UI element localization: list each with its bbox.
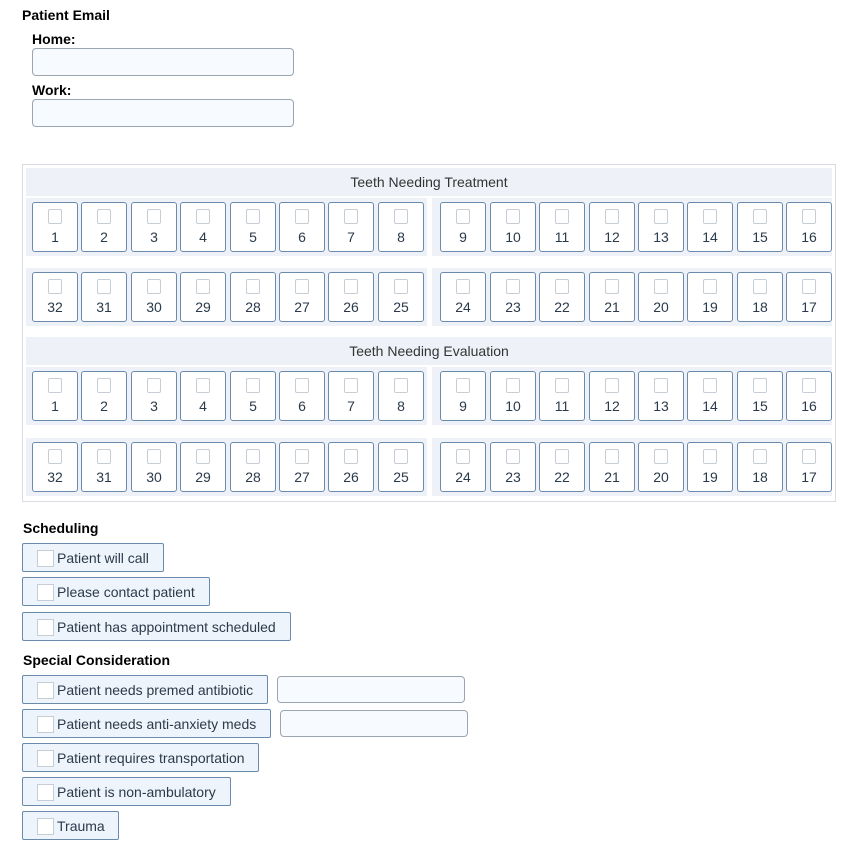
tooth-checkbox[interactable] [605,449,619,464]
tooth-checkbox[interactable] [802,209,816,224]
tooth-number: 32 [47,299,63,315]
tooth-checkbox[interactable] [555,449,569,464]
anti-anxiety-meds-input[interactable] [280,710,468,737]
evaluation-tooth-21[interactable] [589,442,635,492]
treatment-tooth-29[interactable] [180,272,226,322]
tooth-number: 14 [702,398,718,414]
tooth-number: 23 [505,469,521,485]
tooth-checkbox[interactable] [295,378,309,393]
evaluation-tooth-31[interactable] [81,442,127,492]
anti-anxiety-meds-option[interactable] [22,709,271,738]
treatment-tooth-15[interactable] [737,202,783,252]
treatment-tooth-10[interactable] [490,202,536,252]
non-ambulatory-option[interactable] [22,777,231,806]
evaluation-tooth-17[interactable] [786,442,832,492]
treatment-tooth-2[interactable] [81,202,127,252]
tooth-number: 6 [298,229,306,245]
tooth-checkbox[interactable] [196,279,210,294]
tooth-number: 13 [653,398,669,414]
treatment-tooth-13[interactable] [638,202,684,252]
evaluation-tooth-7[interactable] [328,371,374,421]
treatment-tooth-22[interactable] [539,272,585,322]
tooth-number: 3 [150,229,158,245]
tooth-checkbox[interactable] [295,209,309,224]
tooth-checkbox[interactable] [605,209,619,224]
tooth-checkbox[interactable] [147,378,161,393]
tooth-number: 27 [294,299,310,315]
work-email-label: Work: [32,82,72,98]
tooth-checkbox[interactable] [506,449,520,464]
special-consideration-title: Special Consideration [23,652,171,668]
evaluation-upper-row [26,367,832,425]
tooth-number: 3 [150,398,158,414]
treatment-tooth-18[interactable] [737,272,783,322]
tooth-checkbox[interactable] [703,378,717,393]
tooth-checkbox[interactable] [456,279,470,294]
tooth-number: 23 [505,299,521,315]
tooth-checkbox[interactable] [802,279,816,294]
evaluation-tooth-13[interactable] [638,371,684,421]
tooth-checkbox[interactable] [654,279,668,294]
tooth-number: 1 [51,229,59,245]
evaluation-tooth-30[interactable] [131,442,177,492]
tooth-checkbox[interactable] [48,449,62,464]
evaluation-tooth-18[interactable] [737,442,783,492]
treatment-tooth-5[interactable] [230,202,276,252]
tooth-number: 26 [343,299,359,315]
evaluation-tooth-27[interactable] [279,442,325,492]
tooth-checkbox[interactable] [196,378,210,393]
tooth-number: 14 [702,229,718,245]
patient-will-call-option[interactable] [22,543,164,572]
tooth-checkbox[interactable] [196,449,210,464]
tooth-checkbox[interactable] [703,209,717,224]
evaluation-tooth-20[interactable] [638,442,684,492]
option-checkbox[interactable] [37,818,54,835]
treatment-lower-row [26,268,832,326]
tooth-checkbox[interactable] [654,449,668,464]
tooth-checkbox[interactable] [48,279,62,294]
tooth-checkbox[interactable] [753,209,767,224]
tooth-number: 18 [752,469,768,485]
option-label: Patient requires transportation [57,750,245,766]
treatment-tooth-26[interactable] [328,272,374,322]
tooth-number: 7 [347,398,355,414]
work-email-input[interactable] [32,99,294,127]
tooth-checkbox[interactable] [506,378,520,393]
treatment-tooth-25[interactable] [378,272,424,322]
tooth-number: 9 [459,398,467,414]
tooth-checkbox[interactable] [48,209,62,224]
tooth-number: 9 [459,229,467,245]
evaluation-tooth-2[interactable] [81,371,127,421]
tooth-number: 11 [554,229,570,245]
tooth-checkbox[interactable] [555,209,569,224]
treatment-tooth-12[interactable] [589,202,635,252]
transportation-option[interactable] [22,743,259,772]
tooth-checkbox[interactable] [97,449,111,464]
tooth-number: 4 [199,229,207,245]
option-label: Patient will call [57,550,149,566]
teeth-evaluation-header: Teeth Needing Evaluation [26,337,832,365]
evaluation-tooth-15[interactable] [737,371,783,421]
evaluation-tooth-28[interactable] [230,442,276,492]
tooth-number: 21 [604,299,620,315]
tooth-number: 7 [347,229,355,245]
tooth-checkbox[interactable] [703,279,717,294]
trauma-option[interactable] [22,811,119,840]
tooth-checkbox[interactable] [605,378,619,393]
evaluation-tooth-10[interactable] [490,371,536,421]
evaluation-tooth-24[interactable] [440,442,486,492]
treatment-tooth-20[interactable] [638,272,684,322]
tooth-number: 24 [455,299,471,315]
tooth-checkbox[interactable] [654,378,668,393]
tooth-checkbox[interactable] [147,209,161,224]
tooth-checkbox[interactable] [246,279,260,294]
treatment-tooth-14[interactable] [687,202,733,252]
option-checkbox[interactable] [37,550,54,567]
tooth-number: 26 [343,469,359,485]
tooth-checkbox[interactable] [456,378,470,393]
tooth-checkbox[interactable] [246,378,260,393]
tooth-number: 8 [397,398,405,414]
tooth-checkbox[interactable] [97,279,111,294]
tooth-number: 19 [702,299,718,315]
treatment-tooth-27[interactable] [279,272,325,322]
tooth-checkbox[interactable] [506,279,520,294]
tooth-number: 11 [554,398,570,414]
tooth-checkbox[interactable] [246,209,260,224]
evaluation-tooth-23[interactable] [490,442,536,492]
treatment-tooth-8[interactable] [378,202,424,252]
tooth-checkbox[interactable] [344,378,358,393]
treatment-tooth-24[interactable] [440,272,486,322]
tooth-checkbox[interactable] [456,449,470,464]
tooth-checkbox[interactable] [196,209,210,224]
treatment-tooth-3[interactable] [131,202,177,252]
treatment-upper-row [26,198,832,256]
tooth-number: 2 [100,229,108,245]
tooth-checkbox[interactable] [344,209,358,224]
tooth-checkbox[interactable] [97,209,111,224]
premed-antibiotic-input[interactable] [277,676,465,703]
tooth-number: 12 [604,229,620,245]
evaluation-tooth-16[interactable] [786,371,832,421]
tooth-number: 10 [505,398,521,414]
treatment-tooth-7[interactable] [328,202,374,252]
tooth-number: 13 [653,229,669,245]
patient-email-title: Patient Email [22,7,110,23]
treatment-tooth-30[interactable] [131,272,177,322]
evaluation-tooth-4[interactable] [180,371,226,421]
appointment-scheduled-option[interactable] [22,612,291,641]
tooth-number: 28 [245,469,261,485]
tooth-number: 17 [801,299,817,315]
tooth-checkbox[interactable] [456,209,470,224]
evaluation-tooth-9[interactable] [440,371,486,421]
tooth-checkbox[interactable] [802,449,816,464]
tooth-number: 29 [195,299,211,315]
tooth-checkbox[interactable] [605,279,619,294]
option-checkbox[interactable] [37,619,54,636]
arch-divider [427,198,432,256]
tooth-number: 10 [505,229,521,245]
tooth-number: 15 [752,229,768,245]
contact-patient-option[interactable] [22,577,210,606]
treatment-tooth-6[interactable] [279,202,325,252]
teeth-panel [22,164,836,502]
tooth-number: 16 [801,229,817,245]
tooth-number: 5 [249,398,257,414]
evaluation-tooth-29[interactable] [180,442,226,492]
tooth-number: 31 [96,299,112,315]
tooth-checkbox[interactable] [394,378,408,393]
tooth-checkbox[interactable] [753,378,767,393]
tooth-number: 20 [653,299,669,315]
tooth-checkbox[interactable] [246,449,260,464]
treatment-tooth-28[interactable] [230,272,276,322]
tooth-checkbox[interactable] [506,209,520,224]
evaluation-tooth-19[interactable] [687,442,733,492]
tooth-number: 30 [146,469,162,485]
evaluation-tooth-6[interactable] [279,371,325,421]
treatment-tooth-31[interactable] [81,272,127,322]
tooth-number: 8 [397,229,405,245]
tooth-checkbox[interactable] [147,279,161,294]
tooth-number: 31 [96,469,112,485]
tooth-number: 27 [294,469,310,485]
tooth-number: 18 [752,299,768,315]
tooth-checkbox[interactable] [147,449,161,464]
evaluation-tooth-1[interactable] [32,371,78,421]
option-checkbox[interactable] [37,682,54,699]
tooth-number: 32 [47,469,63,485]
option-label: Patient has appointment scheduled [57,619,276,635]
teeth-treatment-header: Teeth Needing Treatment [26,168,832,196]
tooth-number: 16 [801,398,817,414]
option-label: Patient needs premed antibiotic [57,682,254,698]
tooth-number: 17 [801,469,817,485]
tooth-number: 30 [146,299,162,315]
tooth-number: 29 [195,469,211,485]
option-label: Patient needs anti-anxiety meds [57,716,257,732]
arch-divider [427,438,432,496]
option-checkbox[interactable] [37,716,54,733]
evaluation-tooth-3[interactable] [131,371,177,421]
arch-divider [427,268,432,326]
option-label: Please contact patient [57,584,195,600]
evaluation-tooth-26[interactable] [328,442,374,492]
evaluation-tooth-5[interactable] [230,371,276,421]
tooth-checkbox[interactable] [344,279,358,294]
tooth-checkbox[interactable] [802,378,816,393]
option-checkbox[interactable] [37,750,54,767]
tooth-checkbox[interactable] [394,209,408,224]
tooth-checkbox[interactable] [97,378,111,393]
treatment-tooth-9[interactable] [440,202,486,252]
tooth-number: 25 [393,299,409,315]
treatment-tooth-17[interactable] [786,272,832,322]
treatment-tooth-19[interactable] [687,272,733,322]
tooth-number: 22 [554,299,570,315]
tooth-checkbox[interactable] [295,279,309,294]
home-email-label: Home: [32,31,76,47]
tooth-number: 19 [702,469,718,485]
evaluation-tooth-25[interactable] [378,442,424,492]
evaluation-tooth-22[interactable] [539,442,585,492]
option-label: Patient is non-ambulatory [57,784,216,800]
option-checkbox[interactable] [37,584,54,601]
treatment-tooth-16[interactable] [786,202,832,252]
treatment-tooth-1[interactable] [32,202,78,252]
tooth-number: 20 [653,469,669,485]
evaluation-tooth-32[interactable] [32,442,78,492]
treatment-tooth-21[interactable] [589,272,635,322]
tooth-number: 25 [393,469,409,485]
scheduling-title: Scheduling [23,520,99,536]
tooth-checkbox[interactable] [394,279,408,294]
tooth-number: 28 [245,299,261,315]
tooth-checkbox[interactable] [654,209,668,224]
tooth-checkbox[interactable] [753,449,767,464]
premed-antibiotic-option[interactable] [22,675,268,704]
evaluation-tooth-11[interactable] [539,371,585,421]
tooth-number: 12 [604,398,620,414]
tooth-number: 24 [455,469,471,485]
tooth-number: 6 [298,398,306,414]
arch-divider [427,367,432,425]
evaluation-tooth-14[interactable] [687,371,733,421]
tooth-checkbox[interactable] [703,449,717,464]
tooth-number: 15 [752,398,768,414]
tooth-number: 2 [100,398,108,414]
tooth-checkbox[interactable] [48,378,62,393]
tooth-checkbox[interactable] [555,279,569,294]
tooth-checkbox[interactable] [555,378,569,393]
tooth-number: 5 [249,229,257,245]
evaluation-tooth-12[interactable] [589,371,635,421]
tooth-checkbox[interactable] [753,279,767,294]
tooth-checkbox[interactable] [394,449,408,464]
tooth-number: 4 [199,398,207,414]
tooth-number: 1 [51,398,59,414]
option-label: Trauma [57,818,105,834]
treatment-tooth-23[interactable] [490,272,536,322]
treatment-tooth-32[interactable] [32,272,78,322]
treatment-tooth-4[interactable] [180,202,226,252]
tooth-checkbox[interactable] [344,449,358,464]
evaluation-lower-row [26,438,832,496]
tooth-number: 22 [554,469,570,485]
tooth-checkbox[interactable] [295,449,309,464]
home-email-input[interactable] [32,48,294,76]
option-checkbox[interactable] [37,784,54,801]
tooth-number: 21 [604,469,620,485]
evaluation-tooth-8[interactable] [378,371,424,421]
treatment-tooth-11[interactable] [539,202,585,252]
